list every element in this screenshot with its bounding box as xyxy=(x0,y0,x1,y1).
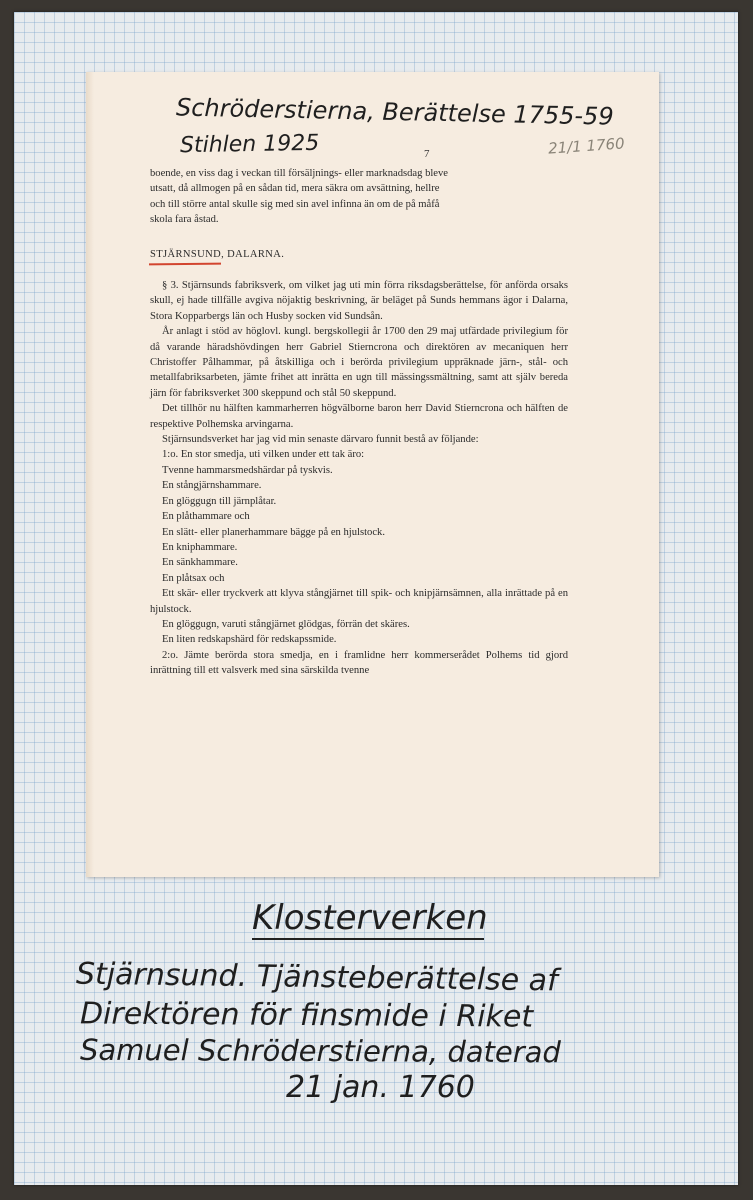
page-number: 7 xyxy=(424,148,430,160)
body-paragraph: En glöggugn, varuti stångjärnet glödgas, förrän det skäres. xyxy=(162,618,410,630)
body-paragraph: En plåtsax och xyxy=(162,572,225,584)
header-handwriting-line2: Stihlen 1925 xyxy=(179,130,320,159)
body-paragraph: § 3. Stjärnsunds fabriksverk, om vilket jag uti min förra riksdagsberättelse, för anförda orsaks skull, ej hade tillfälle avgiva nöjaktig beskrivning, är beläget på Sunds hemmans ägor i Dalarna, Stora Kopparbergs län och Husby socken vid Sundsån. xyxy=(150,280,568,322)
body-paragraph: En slätt- eller planerhammare bägge på en hjulstock. xyxy=(162,526,385,538)
body-paragraph: En liten redskapshärd för redskapssmide. xyxy=(162,634,337,646)
section-body xyxy=(150,278,568,679)
caption-title: Klosterverken xyxy=(252,898,488,938)
body-paragraph: 2:o. Jämte berörda stora smedja, en i framlidne herr kommerserådet Polhems tid gjord inrättning till ett valsverk med sina särskilda tvenne xyxy=(150,649,568,677)
caption-title-underline xyxy=(252,938,484,940)
body-paragraph: År anlagt i stöd av höglovl. kungl. bergskollegii år 1700 den 29 maj utfärdade privilegium för då varande häradshövdingen herr Gabriel Stierncrona och direktören av mecaniquen herr Christoffer Pålhammar, på åtskilliga och i berörda privilegium uppräknade järn-, stål- och metallfabriksarbeten, jämte frihet att inrätta en ugn till mässingssmältning, samt att själv bereda järn för fabriksverket 300 skeppund och stål 50 skeppund. xyxy=(150,326,568,399)
caption-line2: Direktören för finsmide i Riket xyxy=(79,996,534,1035)
intro-line: och till större antal skulle sig med sin avel infinna än om de på måfå xyxy=(150,198,440,210)
intro-line: utsatt, då allmogen på en sådan tid, mera säkra om avsättning, hellre xyxy=(150,183,440,195)
body-paragraph: 1:o. En stor smedja, uti vilken under ett tak äro: xyxy=(162,449,365,461)
intro-text xyxy=(150,166,568,228)
body-paragraph: En kniphammare. xyxy=(162,541,238,553)
body-paragraph: Det tillhör nu hälften kammarherren högvälborne baron herr David Stierncrona och hälften de respektive Polhemska arvingarna. xyxy=(150,403,568,430)
body-paragraph: Stjärnsundsverket har jag vid min senaste därvaro funnit bestå av följande: xyxy=(162,434,479,446)
body-paragraph: Ett skär- eller tryckverk att klyva stångjärnet till spik- och knipjärnsämnen, alla inrättade på en hjulstock. xyxy=(150,588,568,615)
body-paragraph: Tvenne hammarsmedshärdar på tyskvis. xyxy=(162,464,333,476)
body-paragraph: En stångjärnshammare. xyxy=(162,480,262,492)
header-handwriting-line1: Schröderstierna, Berättelse 1755-59 xyxy=(175,93,614,131)
caption-line4: 21 jan. 1760 xyxy=(286,1070,475,1105)
pencil-date: 21/1 1760 xyxy=(547,134,626,158)
caption-line1: Stjärnsund. Tjänsteberättelse af xyxy=(75,956,558,999)
intro-line: skola fara åstad. xyxy=(150,214,219,226)
intro-line: boende, en viss dag i veckan till försäljnings- eller marknadsdag bleve xyxy=(150,168,449,179)
caption-line3: Samuel Schröderstierna, daterad xyxy=(79,1032,561,1070)
body-paragraph: En sänkhammare. xyxy=(162,557,238,569)
body-paragraph: En plåthammare och xyxy=(162,511,250,523)
body-paragraph: En glöggugn till järnplåtar. xyxy=(162,495,277,507)
section-title: STJÄRNSUND, DALARNA. xyxy=(150,249,285,260)
